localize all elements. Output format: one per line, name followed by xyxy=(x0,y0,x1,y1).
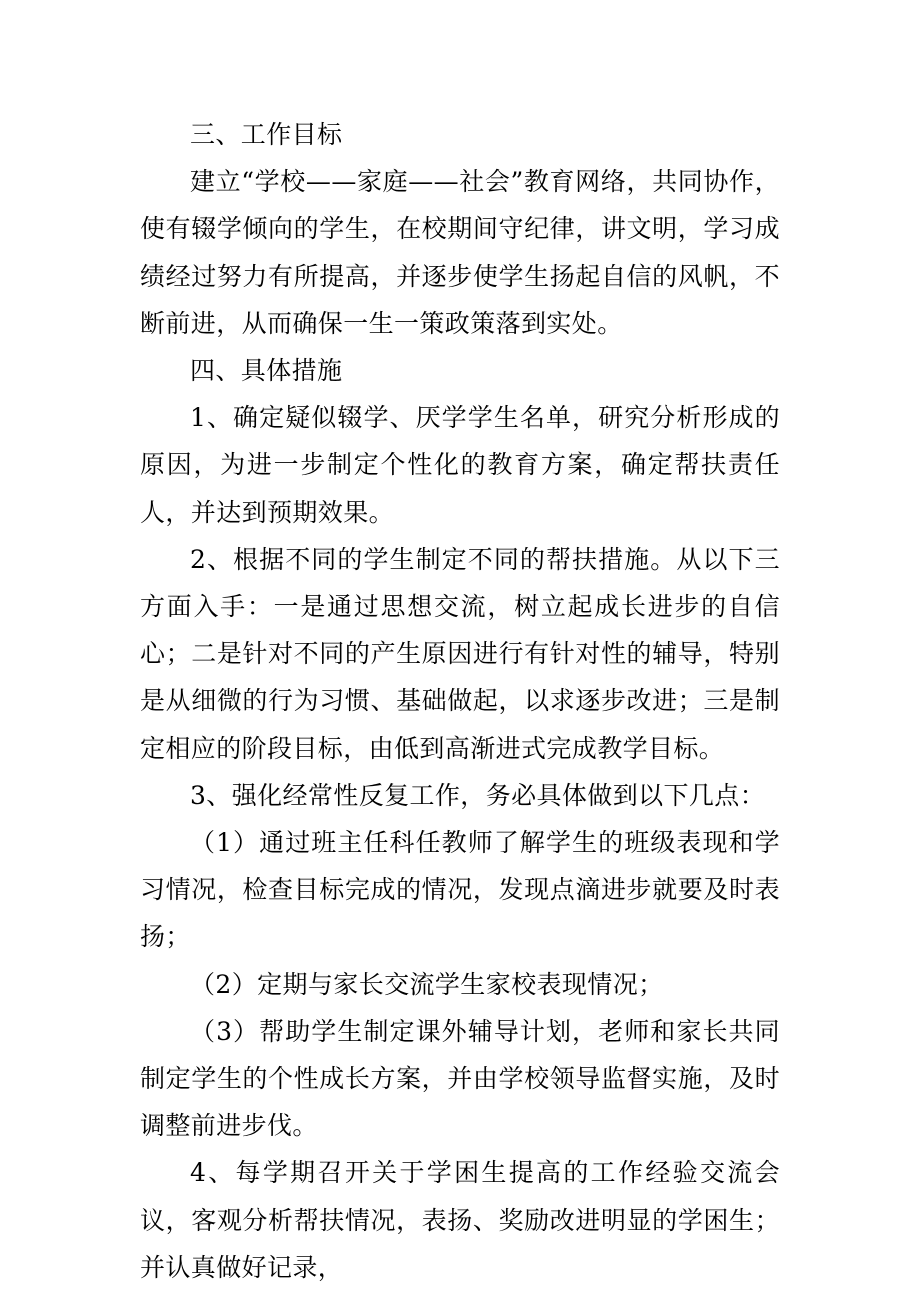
measure-item-2: 2、根据不同的学生制定不同的帮扶措施。从以下三方面入手：一是通过思想交流，树立起成长进步的自信心；二是针对不同的产生原因进行有针对性的辅导，特别是从细微的行为习惯、基础做起，以求逐步改进；三是制定相应的阶段目标，由低到高渐进式完成教学目标。 xyxy=(140,544,780,763)
section-heading-work-goals: 三、工作目标 xyxy=(190,120,343,149)
document-body xyxy=(140,111,780,1291)
section-heading-measures: 四、具体措施 xyxy=(190,356,343,386)
measure-item-3-sub-1: （1）通过班主任科任教师了解学生的班级表现和学习情况，检查目标完成的情况，发现点滴进步就要及时表扬； xyxy=(140,828,780,952)
measure-item-1: 1、确定疑似辍学、厌学学生名单，研究分析形成的原因，为进一步制定个性化的教育方案，确定帮扶责任人，并达到预期效果。 xyxy=(140,403,780,527)
measure-item-4: 4、每学期召开关于学困生提高的工作经验交流会议，客观分析帮扶情况，表扬、奖励改进明显的学困生；并认真做好记录， xyxy=(140,1158,780,1282)
measure-item-3-sub-2: （2）定期与家长交流学生家校表现情况； xyxy=(190,969,664,999)
measure-item-3-sub-3: （3）帮助学生制定课外辅导计划，老师和家长共同制定学生的个性成长方案，并由学校领导监督实施，及时调整前进步伐。 xyxy=(140,1016,780,1141)
paragraph-work-goals: 建立“学校——家庭——社会”教育网络，共同协作，使有辍学倾向的学生，在校期间守纪律，讲文明，学习成绩经过努力有所提高，并逐步使学生扬起自信的风帆，不断前进，从而确保一生一策政策落到实处。 xyxy=(140,167,780,338)
measure-item-3: 3、强化经常性反复工作，务必具体做到以下几点： xyxy=(190,780,766,810)
